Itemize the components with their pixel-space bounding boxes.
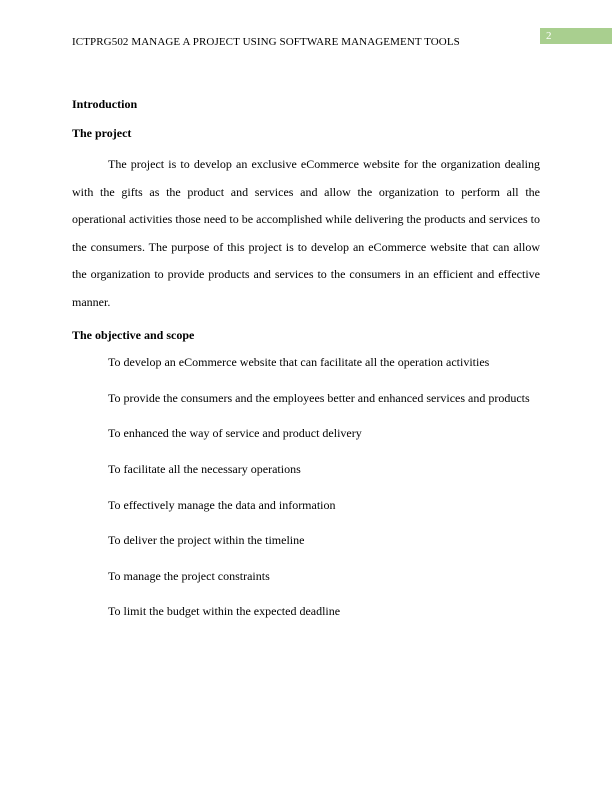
objective-item: To enhanced the way of service and product delivery (108, 426, 362, 440)
objective-item: To facilitate all the necessary operations (108, 462, 301, 476)
objective-item: To develop an eCommerce website that can facilitate all the operation activities (108, 355, 490, 369)
objective-item: To effectively manage the data and information (108, 498, 336, 512)
objective-item: To limit the budget within the expected deadline (108, 604, 341, 618)
project-description-paragraph: The project is to develop an exclusive eCommerce website for the organization dealing with the gifts as the product and services and allow the organization to perform all the operational activities those need to be accomplished while delivering the products and services to the consumers. The purpose of this project is to develop an eCommerce website that can allow the organization to provide products and services to the consumers in an efficient and effective manner. (72, 157, 540, 309)
page-number-badge: 2 (540, 28, 612, 44)
introduction-heading: Introduction (72, 97, 138, 111)
objective-scope-heading: The objective and scope (72, 328, 195, 342)
objective-item: To manage the project constraints (108, 569, 270, 583)
objective-item: To provide the consumers and the employees better and enhanced services and products (108, 391, 530, 405)
objective-item: To deliver the project within the timeline (108, 533, 305, 547)
running-header-title: ICTPRG502 MANAGE A PROJECT USING SOFTWARE MANAGEMENT TOOLS (72, 36, 460, 48)
project-heading: The project (72, 126, 132, 140)
